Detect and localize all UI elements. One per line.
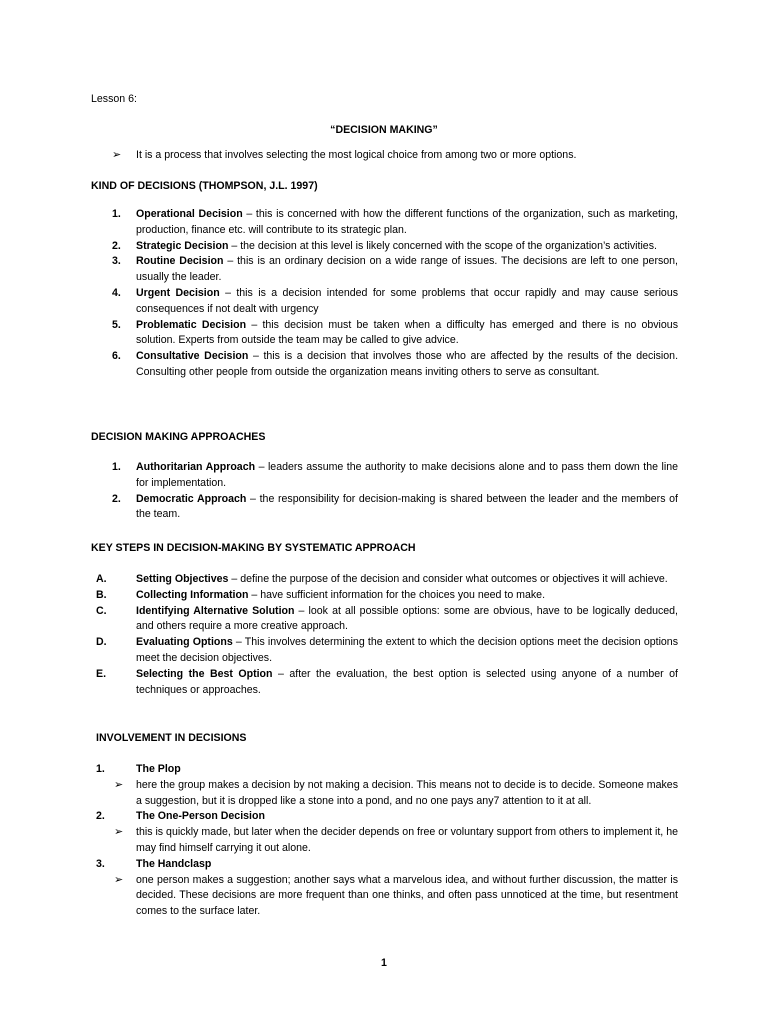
list-item: 6. Consultative Decision – this is a decision that involves those who are affected by the results of the decision. Consulting other people from outside the organization means inviting others to serve as consultant. xyxy=(112,350,679,378)
list-item-detail: ➢ this is quickly made, but later when the decider depends on free or voluntary support from others to implement it, he may find himself carrying it out alone. xyxy=(114,826,678,854)
intro-bullet xyxy=(112,148,678,164)
list-item: 2. Strategic Decision – the decision at this level is likely concerned with the scope of the organization’s activities. xyxy=(112,239,657,252)
page-number: 1 xyxy=(381,957,387,969)
steps-list xyxy=(96,572,678,698)
arrow-bullet-icon: ➢ xyxy=(114,873,124,886)
list-item: 4. Urgent Decision – this is a decision intended for some problems that occur rapidly and may cause serious consequences if not dealt with urgency xyxy=(112,286,679,315)
list-item: C. Identifying Alternative Solution – look at all possible options: some are obvious, have to be logically deduced, and others require a more creative approach. xyxy=(96,604,678,633)
list-item: 1. Authoritarian Approach – leaders assume the authority to make decisions alone and to pass them down the line for implementation. xyxy=(112,461,678,489)
arrow-bullet-icon: ➢ xyxy=(114,778,124,791)
section-heading-steps: KEY STEPS IN DECISION-MAKING BY SYSTEMATIC APPROACH xyxy=(91,542,416,554)
lesson-label: Lesson 6: xyxy=(91,93,137,105)
list-item: 3. Routine Decision – this is an ordinary decision on a wide range of issues. The decisions are left to one person, usually the leader. xyxy=(112,255,678,284)
list-item: 3. The Handclasp xyxy=(96,857,212,870)
list-item: 2. Democratic Approach – the responsibility for decision-making is shared between the leader and the members of the team. xyxy=(112,492,678,521)
arrow-bullet-icon: ➢ xyxy=(114,826,124,839)
list-item: B. Collecting Information – have sufficient information for the choices you need to make. xyxy=(96,588,546,601)
list-item: 1. The Plop xyxy=(96,763,181,775)
section-heading-approaches: DECISION MAKING APPROACHES xyxy=(91,431,266,443)
section-heading-involvement: INVOLVEMENT IN DECISIONS xyxy=(96,732,247,744)
list-item-detail: ➢ here the group makes a decision by not making a decision. This means not to decide is to decide. Someone makes a suggestion, but it is dropped like a stone into a pond, and no one pays any7 attention to it at all. xyxy=(114,778,678,807)
list-item-detail: ➢ one person makes a suggestion; another says what a marvelous idea, and without further discussion, the matter is decided. These decisions are more frequent than one thinks, and often pass unnoticed at the time, but resentment comes to the surface later. xyxy=(114,873,678,918)
kinds-list xyxy=(112,207,678,381)
involvement-list xyxy=(96,762,678,920)
arrow-bullet-icon: ➢ xyxy=(112,149,122,161)
section-heading-kinds: KIND OF DECISIONS (THOMPSON, J.L. 1997) xyxy=(91,180,318,192)
list-item: A. Setting Objectives – define the purpose of the decision and consider what outcomes or objectives it will achieve. xyxy=(96,573,668,585)
intro-text: It is a process that involves selecting the most logical choice from among two or more options. xyxy=(136,149,577,161)
list-item: 2. The One-Person Decision xyxy=(96,810,265,823)
list-item: 1. Operational Decision – this is concerned with how the different functions of the organization, such as marketing, production, finance etc. will contribute to its strategic plan. xyxy=(112,208,678,236)
list-item: 5. Problematic Decision – this decision must be taken when a difficulty has emerged and there is no obvious solution. Experts from outside the team may be called to give advice. xyxy=(112,318,678,347)
list-item: D. Evaluating Options – This involves determining the extent to which the decision options meet the decision options meet the decision objectives. xyxy=(96,636,678,664)
page-title: “DECISION MAKING” xyxy=(330,124,438,136)
list-item: E. Selecting the Best Option – after the evaluation, the best option is selected using anyone of a number of techniques or approaches. xyxy=(96,667,679,696)
approaches-list xyxy=(112,460,678,523)
